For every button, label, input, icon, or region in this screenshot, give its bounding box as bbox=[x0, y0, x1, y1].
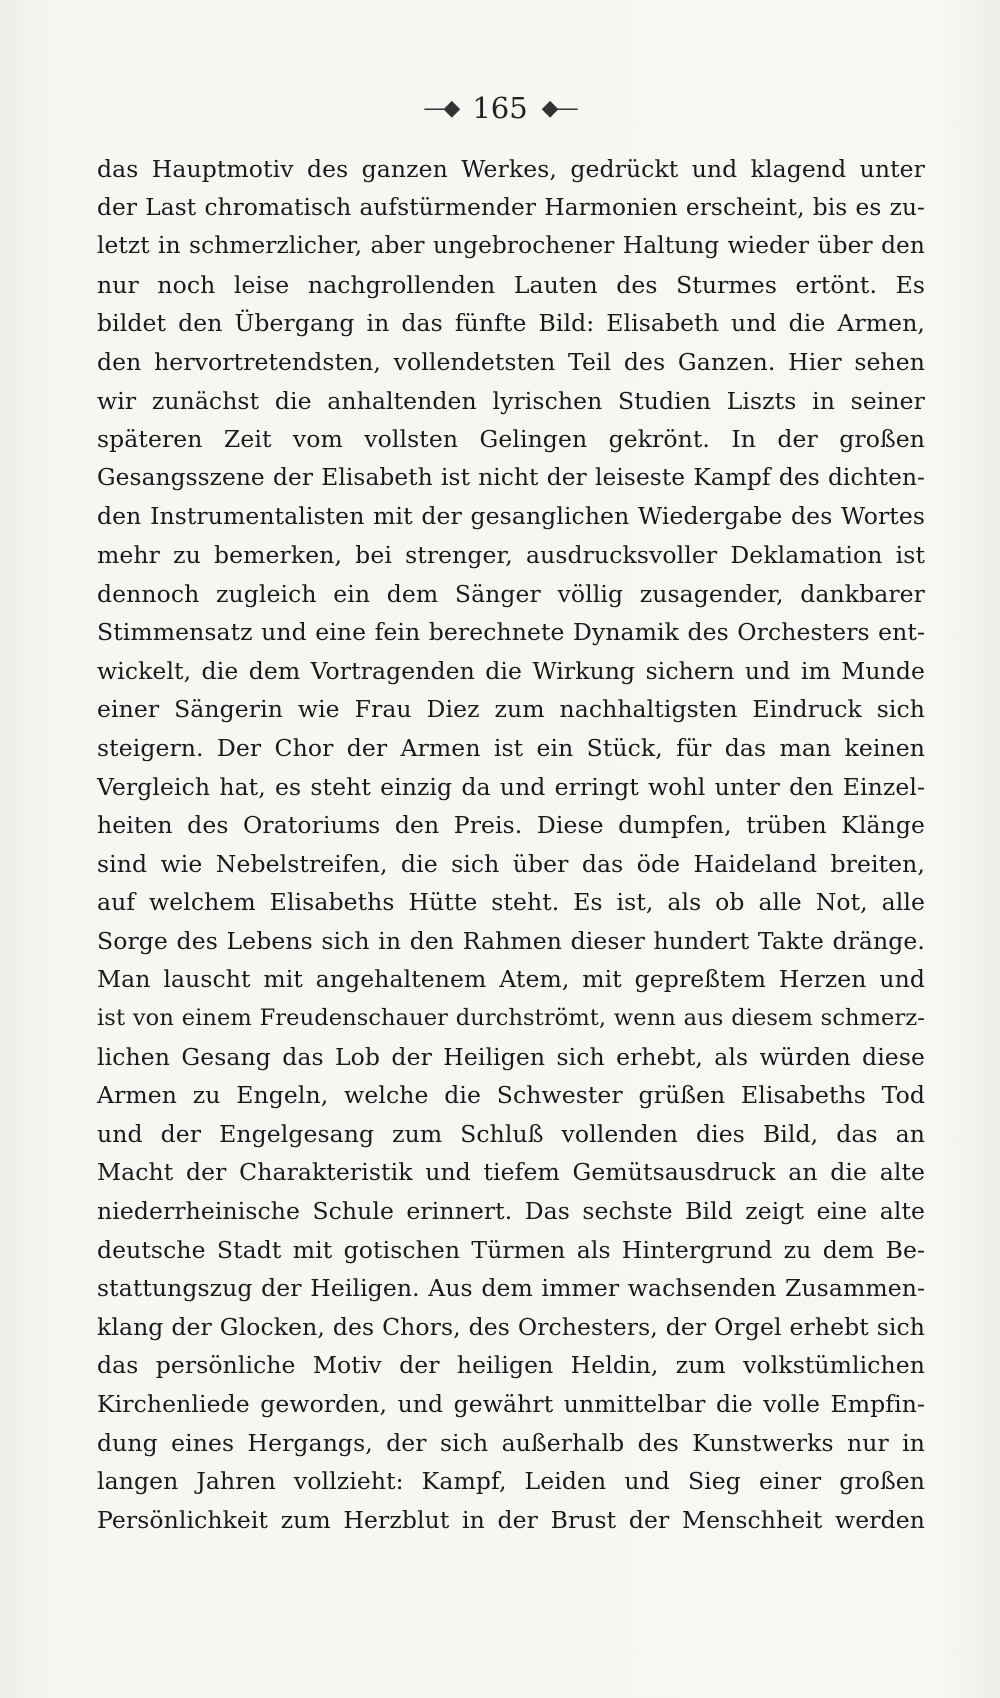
text-line: Macht der Charakteristik und tiefem Gemütsausdruck an die alte bbox=[97, 1158, 925, 1187]
text-line: auf welchem Elisabeths Hütte steht. Es ist, als ob alle Not, alle bbox=[97, 888, 925, 917]
text-line: Man lauscht mit angehaltenem Atem, mit gepreßtem Herzen und bbox=[97, 965, 925, 994]
text-line: klang der Glocken, des Chors, des Orchesters, der Orgel erhebt sich bbox=[97, 1312, 925, 1341]
text-line: das persönliche Motiv der heiligen Heldin, zum volkstümlichen bbox=[97, 1351, 925, 1380]
text-line: der Last chromatisch aufstürmender Harmonien erscheint, bis es zu- bbox=[97, 193, 925, 221]
text-line: das Hauptmotiv des ganzen Werkes, gedrückt und klagend unter bbox=[97, 155, 925, 183]
left-ornament: —◆ bbox=[423, 95, 459, 121]
text-line: Armen zu Engeln, welche die Schwester grüßen Elisabeths Tod bbox=[97, 1081, 925, 1110]
text-line: wir zunächst die anhaltenden lyrischen Studien Liszts in seiner bbox=[97, 386, 925, 415]
text-line: späteren Zeit vom vollsten Gelingen gekrönt. In der großen bbox=[97, 425, 925, 454]
text-line: den hervortretendsten, vollendetsten Teil des Ganzen. Hier sehen bbox=[97, 347, 925, 376]
text-line: nur noch leise nachgrollenden Lauten des Sturmes ertönt. Es bbox=[97, 270, 925, 299]
text-line: niederrheinische Schule erinnert. Das sechste Bild zeigt eine alte bbox=[97, 1197, 925, 1226]
text-line: Sorge des Lebens sich in den Rahmen dieser hundert Takte dränge. bbox=[97, 926, 925, 955]
page-number: 165 bbox=[472, 91, 528, 125]
text-line: steigern. Der Chor der Armen ist ein Stück, für das man keinen bbox=[97, 733, 925, 762]
text-line: einer Sängerin wie Frau Diez zum nachhaltigsten Eindruck sich bbox=[97, 695, 925, 724]
text-line: den Instrumentalisten mit der gesanglichen Wiedergabe des Wortes bbox=[97, 502, 925, 531]
text-line: Gesangsszene der Elisabeth ist nicht der leiseste Kampf des dichten- bbox=[97, 463, 925, 491]
text-line: mehr zu bemerken, bei strenger, ausdrucksvoller Deklamation ist bbox=[97, 540, 925, 569]
text-line: deutsche Stadt mit gotischen Türmen als Hintergrund zu dem Be- bbox=[97, 1235, 925, 1264]
text-line: heiten des Oratoriums den Preis. Diese dumpfen, trüben Klänge bbox=[97, 811, 925, 840]
text-line: und der Engelgesang zum Schluß vollenden dies Bild, das an bbox=[97, 1119, 925, 1148]
text-line: lichen Gesang das Lob der Heiligen sich erhebt, als würden diese bbox=[97, 1042, 925, 1071]
text-line: bildet den Übergang in das fünfte Bild: Elisabeth und die Armen, bbox=[97, 309, 925, 338]
text-line: dennoch zugleich ein dem Sänger völlig zusagender, dankbarer bbox=[97, 579, 925, 608]
text-line: Stimmensatz und eine fein berechnete Dynamik des Orchesters ent- bbox=[97, 618, 925, 647]
text-line: sind wie Nebelstreifen, die sich über das öde Haideland breiten, bbox=[97, 849, 925, 878]
text-line: letzt in schmerzlicher, aber ungebrochener Haltung wieder über den bbox=[97, 232, 925, 260]
right-ornament: ◆— bbox=[541, 95, 577, 121]
text-line: dung eines Hergangs, der sich außerhalb des Kunstwerks nur in bbox=[97, 1428, 925, 1457]
text-line: Persönlichkeit zum Herzblut in der Brust der Menschheit werden bbox=[97, 1505, 925, 1534]
text-line: langen Jahren vollzieht: Kampf, Leiden und Sieg einer großen bbox=[97, 1467, 925, 1496]
text-line: stattungszug der Heiligen. Aus dem immer wachsenden Zusammen- bbox=[97, 1274, 925, 1303]
text-line: Kirchenliede geworden, und gewährt unmittelbar die volle Empfin- bbox=[97, 1390, 925, 1418]
body-text bbox=[97, 150, 925, 1539]
text-line: ist von einem Freudenschauer durchströmt, wenn aus diesem schmerz- bbox=[97, 1005, 925, 1032]
text-line: wickelt, die dem Vortragenden die Wirkung sichern und im Munde bbox=[97, 656, 925, 685]
page-header bbox=[0, 88, 1000, 128]
text-line: Vergleich hat, es steht einzig da und erringt wohl unter den Einzel- bbox=[97, 772, 925, 801]
